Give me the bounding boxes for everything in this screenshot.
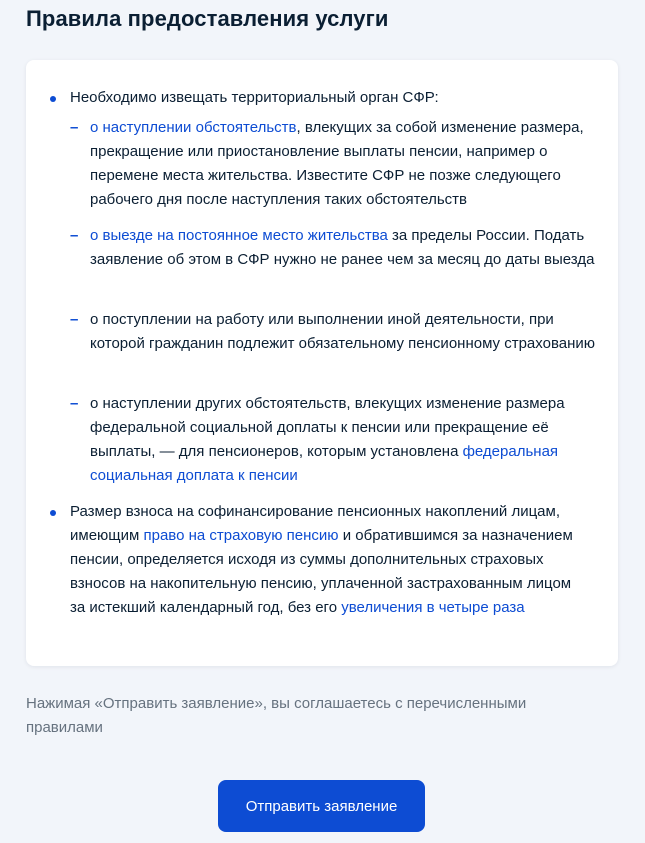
subitem-text: о наступлении других обстоятельств, влекущих изменение размера федеральной социальной доплаты к пенсии или прекращение её выплаты, — для пенсионеров, которым установлена xyxy=(90,395,565,460)
notify-intro: Необходимо извещать территориальный орган СФР: xyxy=(70,89,439,106)
rules-item-cofinancing xyxy=(70,500,590,620)
rules-item-notify xyxy=(70,86,590,110)
bullet-icon xyxy=(50,510,56,516)
circumstances-link[interactable]: о наступлении обстоятельств xyxy=(90,119,297,136)
notify-subitem-circumstances xyxy=(70,116,600,212)
insurance-pension-right-link[interactable]: право на страховую пенсию xyxy=(143,527,339,544)
notify-subitem-supplement xyxy=(70,392,600,488)
rules-card xyxy=(26,60,618,666)
subitem-text: , влекущих за собой изменение размера, прекращение или приостановление выплаты пенсии, например о перемене места жительства. Известите СФР не позже следующего рабочего дня после наступления таких обстоятельств xyxy=(90,119,584,208)
agreement-note: Нажимая «Отправить заявление», вы соглашаетесь с перечисленными правилами xyxy=(26,695,527,736)
dash-icon: – xyxy=(70,119,79,136)
subitem-text: за пределы России. Подать заявление об этом в СФР нужно не ранее чем за месяц до даты выезда xyxy=(90,227,595,268)
dash-icon: – xyxy=(70,311,79,328)
cofinancing-text-middle: и обратившимся за назначением пенсии, определяется исходя из суммы дополнительных страховых взносов на накопительную пенсию, уплаченной застрахованным лицом за истекший календарный год, без его xyxy=(70,527,573,616)
page-title: Правила предоставления услуги xyxy=(26,6,389,31)
subitem-text: о поступлении на работу или выполнении иной деятельности, при которой гражданин подлежит обязательному пенсионному страхованию xyxy=(90,311,595,352)
cofinancing-text-before: Размер взноса на софинансирование пенсионных накоплений лицам, имеющим xyxy=(70,503,561,544)
social-supplement-link[interactable]: федеральная социальная доплата к пенсии xyxy=(90,443,559,484)
submit-application-button[interactable]: Отправить заявление xyxy=(218,780,425,832)
relocation-link[interactable]: о выезде на постоянное место жительства xyxy=(90,227,388,244)
dash-icon: – xyxy=(70,395,79,412)
dash-icon: – xyxy=(70,227,79,244)
fourfold-increase-link[interactable]: увеличения в четыре раза xyxy=(341,599,525,616)
notify-subitem-relocation xyxy=(70,224,600,272)
notify-subitem-employment xyxy=(70,308,600,356)
bullet-icon xyxy=(50,96,56,102)
